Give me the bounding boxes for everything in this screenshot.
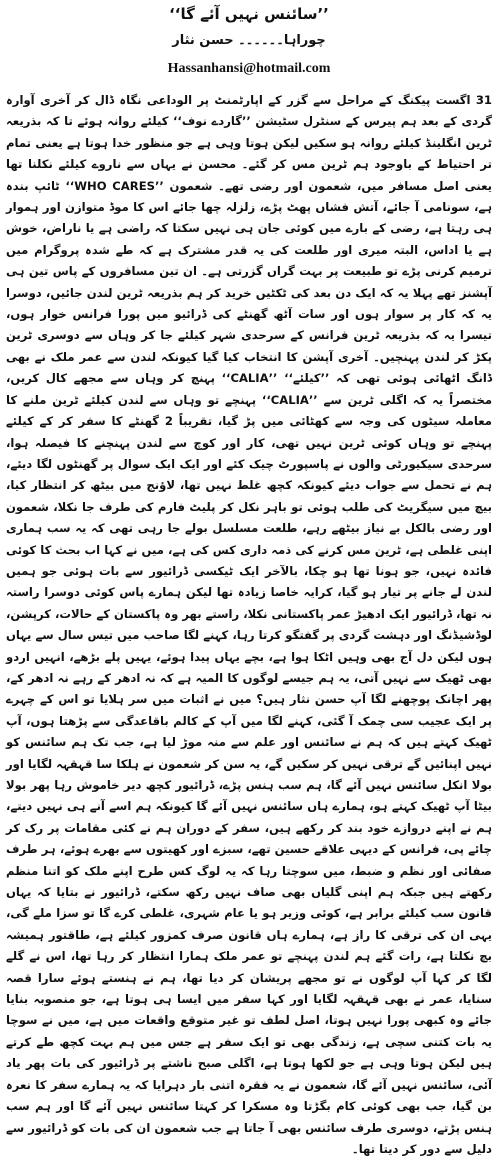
- column-author: چوراہا۔۔۔۔۔۔ حسن نثار: [172, 33, 326, 48]
- article-body: 31 اگست پیکنگ کے مراحل سے گزر کے اپارٹمنٹ پر الوداعی نگاہ ڈال کر آخری آوارہ گردی کے بعد ہم پیرس کے سنٹرل سٹیشن ’’گاردے نوف‘‘ کیلئے روانہ ہوئے تا کہ بذریعہ ٹرین انگلینڈ کیلئے روانہ ہو سکیں لیکن ہوتا وہی ہے جو منظور خدا ہوتا ہے یعنی تمام تر احتیاط کے باوجود ہم ٹرین مس کر گئے۔ محسن نے یہاں سے ناروے کیلئے نکلنا تھا یعنی اصل مسافر میں، شعمون اور رضی تھے۔ شعمون ’’WHO CARES‘‘ ٹائپ بندہ ہے، سونامی آ جائے، آتش فشاں پھٹ پڑے، زلزلہ چھا جائے اس کا موڈ متوازن اور ہموار ہی رہتا ہے، رضی کے بارے میں کوئی جان ہی نہیں سکتا کہ راضی ہے یا ناراض، خوش ہے یا اداس، البتہ میری اور طلعت کی یہ قدر مشترک ہے کہ طے شدہ پروگرام میں ترمیم کرنی پڑے تو طبیعت پر بہت گراں گزرتی ہے۔ ان تین مسافروں کے پاس تین ہی آپشنز تھے پہلا یہ کہ ایک دن بعد کی ٹکٹیں خرید کر ہم بذریعہ ٹرین لندن جائیں، دوسرا یہ کہ کار پر سوار ہوں اور سات آٹھ گھنٹے کی ڈرائیو میں پورا فرانس خوار ہوں، تیسرا یہ کہ بذریعہ ٹرین فرانس کے سرحدی شہر کیلئے جا کر وہاں سے دوسری ٹرین پکڑ کر لندن پہنچیں۔ آخری آپشن کا انتخاب کیا گیا کیونکہ لندن سے عمر ملک نے بھی ڈانگ اٹھائی ہوئی تھی کہ ’’کیلئے‘‘ ’’CALIA‘‘ پہنچ کر وہاں سے مجھے کال کریں، مختصراً یہ کہ اگلی ٹرین سے ’’CALIA‘‘ پہنچے تو وہاں سے لندن کیلئے ٹرین ملنے کا معاملہ سیٹوں کی وجہ سے کھٹائی میں پڑ گیا، تقریباً 2 گھنٹے کا سفر کر کے کیلئے پہنچے تو وہاں کوئی ٹرین نہیں تھی، کار اور کوچ سے لندن پہنچنے کا فیصلہ ہوا، سرحدی سیکیورٹی والوں نے پاسپورٹ چیک کئے اور ایک ایک سوال پر گھنٹوں لگا دیئے، ہم نے تحمل سے جواب دیئے کیونکہ کچھ غلط نہیں تھا، لاؤنج میں بیٹھ کر انتظار کیا، بیچ میں سیگریٹ کی طلب ہوئی تو باہر نکل کر پلیٹ فارم کی طرف جا نکلا، شعمون اور رضی بالکل بے نیاز بیٹھے رہے، طلعت مسلسل بولے جا رہی تھی کہ یہ سب ہماری اپنی غلطی ہے، ٹرین مس کرنے کی ذمہ داری کس کی ہے، میں نے کہا اب بحث کا کوئی فائدہ نہیں، جو ہونا تھا ہو چکا، بالآخر ایک ٹیکسی ڈرائیور سے بات ہوئی جو ہمیں لندن لے جانے پر تیار ہو گیا، کرایہ خاصا زیادہ تھا لیکن ہمارے پاس کوئی دوسرا راستہ نہ تھا، ڈرائیور ایک ادھیڑ عمر پاکستانی نکلا، راستے بھر وہ پاکستان کے حالات، کرپشن، لوڈشیڈنگ اور دہشت گردی پر گفتگو کرتا رہا، کہنے لگا صاحب میں تیس سال سے یہاں ہوں لیکن دل آج بھی وہیں اٹکا ہوا ہے، بچے یہاں پیدا ہوئے، یہیں پلے بڑھے، انہیں اردو بھی ٹھیک سے نہیں آتی، یہ ہم جیسے لوگوں کا المیہ ہے کہ نہ ادھر کے رہے نہ ادھر کے، پھر اچانک پوچھنے لگا آپ حسن نثار ہیں؟ میں نے اثبات میں سر ہلایا تو اس کے چہرے پر ایک عجیب سی چمک آ گئی، کہنے لگا میں آپ کے کالم باقاعدگی سے پڑھتا ہوں، آپ ٹھیک کہتے ہیں کہ ہم نے سائنس اور علم سے منہ موڑ لیا ہے، جب تک ہم سائنس کو نہیں اپنائیں گے ترقی نہیں کر سکیں گے، یہ سن کر شعمون نے ہلکا سا قہقہہ لگایا اور بولا انکل سائنس نہیں آئے گا، ہم سب ہنس پڑے، ڈرائیور کچھ دیر خاموش رہا پھر بولا بیٹا آپ ٹھیک کہتے ہو، ہمارے ہاں سائنس نہیں آئے گا کیونکہ ہم اسے آنے ہی نہیں دیتے، ہم نے اپنے دروازے خود بند کر رکھے ہیں، سفر کے دوران ہم نے کئی مقامات پر رک کر چائے پی، فرانس کے دیہی علاقے حسین تھے، سبزے اور کھیتوں سے بھرے ہوئے، ہر طرف صفائی اور نظم و ضبط، میں سوچتا رہا کہ یہ لوگ کس طرح اپنے ملک کو اتنا منظم رکھتے ہیں جبکہ ہم اپنی گلیاں بھی صاف نہیں رکھ سکتے، ڈرائیور نے بتایا کہ یہاں قانون سب کیلئے برابر ہے، کوئی وزیر ہو یا عام شہری، غلطی کرے گا تو سزا ملے گی، یہی ان کی ترقی کا راز ہے، ہمارے ہاں قانون صرف کمزور کیلئے ہے، طاقتور ہمیشہ بچ نکلتا ہے، رات گئے ہم لندن پہنچے تو عمر ملک ہمارا انتظار کر رہا تھا، اس نے گلے لگا کر کہا آپ لوگوں نے تو مجھے پریشان کر دیا تھا، ہم نے ہنستے ہوئے سارا قصہ سنایا، عمر نے بھی قہقہہ لگایا اور کہا سفر میں ایسا ہی ہوتا ہے، جو منصوبہ بنایا جائے وہ کبھی پورا نہیں ہوتا، اصل لطف تو غیر متوقع واقعات میں ہے، میں نے سوچا یہ بات کتنی سچی ہے، زندگی بھی تو ایک سفر ہے جس میں ہم بہت کچھ طے کرتے ہیں لیکن ہوتا وہی ہے جو لکھا ہوتا ہے، اگلی صبح ناشتے پر ڈرائیور کی بات پھر یاد آئی، سائنس نہیں آئے گا، شعمون نے یہ فقرہ اتنی بار دہرایا کہ یہ ہمارے سفر کا نعرہ بن گیا، جب بھی کوئی کام بگڑتا وہ مسکرا کر کہتا سائنس نہیں آئے گا اور ہم سب ہنس پڑتے، دوسری طرف سائنس بھی آ جاتا ہے جب شعمون ان کی بات کو ڈرائیور سے دلیل سے دور کر دیتا تھا۔: [6, 93, 493, 1156]
- article-header: [0, 0, 498, 88]
- article-title: ’’سائنس نہیں آئے گا‘‘: [169, 5, 329, 23]
- author-email: Hassanhansi@hotmail.com: [167, 61, 331, 76]
